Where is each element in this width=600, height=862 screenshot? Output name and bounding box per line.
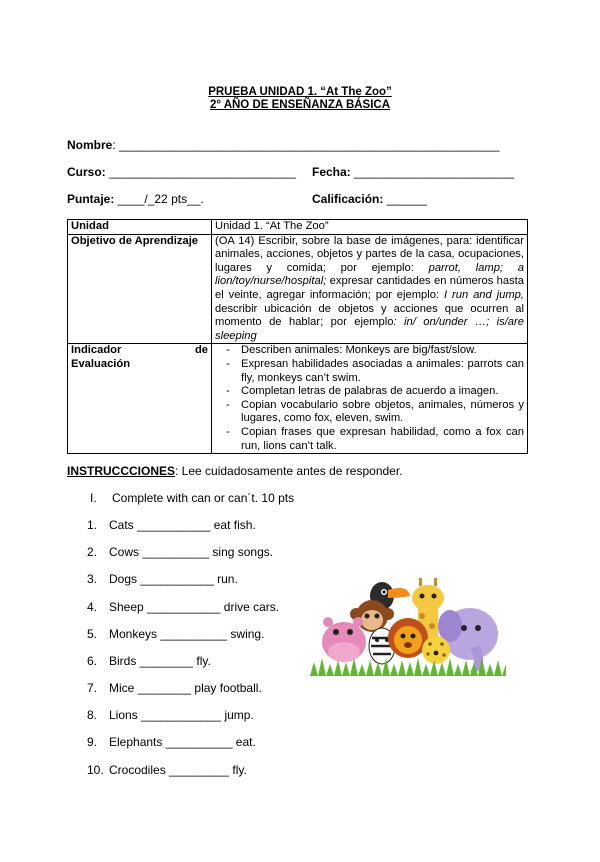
list-item: - Copian vocabulario sobre objetos, animales, números y lugares, como fox, eleven, swim. [217,399,524,426]
question-text: Cows __________ sing songs. [109,545,274,559]
question-item[interactable] [87,600,279,614]
zoo-animals-illustration [310,576,506,676]
question-item[interactable] [87,545,273,559]
objetivo-text: (OA 14) Escribir, sobre la base de imágenes, para: identificar animales, acciones, objetos y partes de la casa, ocupaciones, lugares y comida; por ejemplo: [215,234,524,274]
instructions [67,464,403,478]
hippo-icon [322,617,366,662]
leopard-icon [422,636,450,664]
section-text: Complete with can or can´t. 10 pts [112,491,295,505]
objetivo-label: Objetivo de Aprendizaje [68,234,212,344]
objetivo-text: expresar cantidades en números hasta el veinte, agregar información; por ejemplo: [215,275,524,301]
question-number: 4. [87,600,98,614]
list-item: - Copian frases que expresan habilidad, como a fox can run, lions can’t talk. [217,426,524,453]
question-item[interactable] [87,735,256,749]
calificacion-field[interactable] [312,192,427,206]
objetivo-example: parrot, lamp; a lion/toy/nurse/hospital; [215,261,524,288]
objetivo-example: I run and jump, [444,288,524,301]
question-number: 3. [87,572,98,586]
nombre-field[interactable] [67,138,499,152]
curso-line: ____________________________ [105,165,296,179]
curso-label: Curso: [67,165,106,179]
question-item[interactable] [87,572,238,586]
question-number: 6. [87,654,98,668]
objetivo-example: : in/ on/under …; is/are sleeping [215,316,524,342]
puntaje-field[interactable] [67,192,204,206]
instructions-text: : Lee cuidadosamente antes de responder. [175,464,403,478]
question-text: Mice ________ play football. [109,681,262,695]
nombre-label: Nombre [67,138,113,152]
fecha-label: Fecha: [312,165,351,179]
question-text: Lions ____________ jump. [109,708,254,722]
question-text: Crocodiles _________ fly. [109,763,247,777]
indicador-list [215,344,524,453]
list-item: - Completan letras de palabras de acuerdo a imagen. [217,385,524,399]
indicador-list-cell [212,344,528,454]
calificacion-label: Calificación: [312,192,384,206]
question-number: 9. [87,735,98,749]
objetivo-text: describir ubicación de objetos y acciones que ocurren al momento de hablar; por ejemplo [215,302,524,329]
lion-icon [388,618,428,658]
puntaje-value: ____/_22 pts__. [114,192,204,206]
section-heading [90,491,294,505]
table-row [68,220,528,235]
question-number: 7. [87,681,98,695]
table-row [68,234,528,344]
question-text: Birds ________ fly. [109,654,211,668]
question-text: Elephants __________ eat. [109,735,256,749]
table-row [68,344,528,454]
unidad-label: Unidad [68,220,212,235]
question-number: 10. [87,763,104,777]
question-number: 1. [87,518,98,532]
objetivo-value [212,234,528,344]
section-number: I. [90,491,97,505]
indicador-label-word: Evaluación [71,357,131,370]
fecha-field[interactable] [312,165,514,179]
question-item[interactable] [87,627,264,641]
question-text: Dogs ___________ run. [109,572,238,586]
question-item[interactable] [87,763,247,777]
question-item[interactable] [87,681,262,695]
elephant-icon [438,608,498,672]
page-subtitle: 2° AÑO DE ENSEÑANZA BÁSICA [209,99,391,111]
question-number: 8. [87,708,98,722]
list-item: - Describen animales: Monkeys are big/fast/slow. [217,344,524,358]
question-item[interactable] [87,654,211,668]
question-item[interactable] [87,708,254,722]
list-item: - Expresan habilidades asociadas a animales: parrots can fly, monkeys can’t swim. [217,358,524,385]
unidad-value: Unidad 1. “At The Zoo” [212,220,528,235]
nombre-line: : _________________________________________________________ [112,138,500,152]
question-text: Monkeys __________ swing. [109,627,265,641]
puntaje-label: Puntaje: [67,192,115,206]
question-text: Cats ___________ eat fish. [109,518,256,532]
indicador-label-word: Indicador [71,344,122,357]
calificacion-line: ______ [383,192,427,206]
question-item[interactable] [87,518,256,532]
question-text: Sheep ___________ drive cars. [109,600,280,614]
indicador-label [68,344,212,454]
indicador-label-word: de [194,344,208,357]
page-title: PRUEBA UNIDAD 1. “At The Zoo” [208,86,392,98]
question-number: 5. [87,627,98,641]
question-number: 2. [87,545,98,559]
curso-field[interactable] [67,165,296,179]
unit-info-table [67,219,528,454]
instructions-heading: INSTRUCCCIONES [67,464,176,478]
fecha-line: ________________________ [350,165,515,179]
